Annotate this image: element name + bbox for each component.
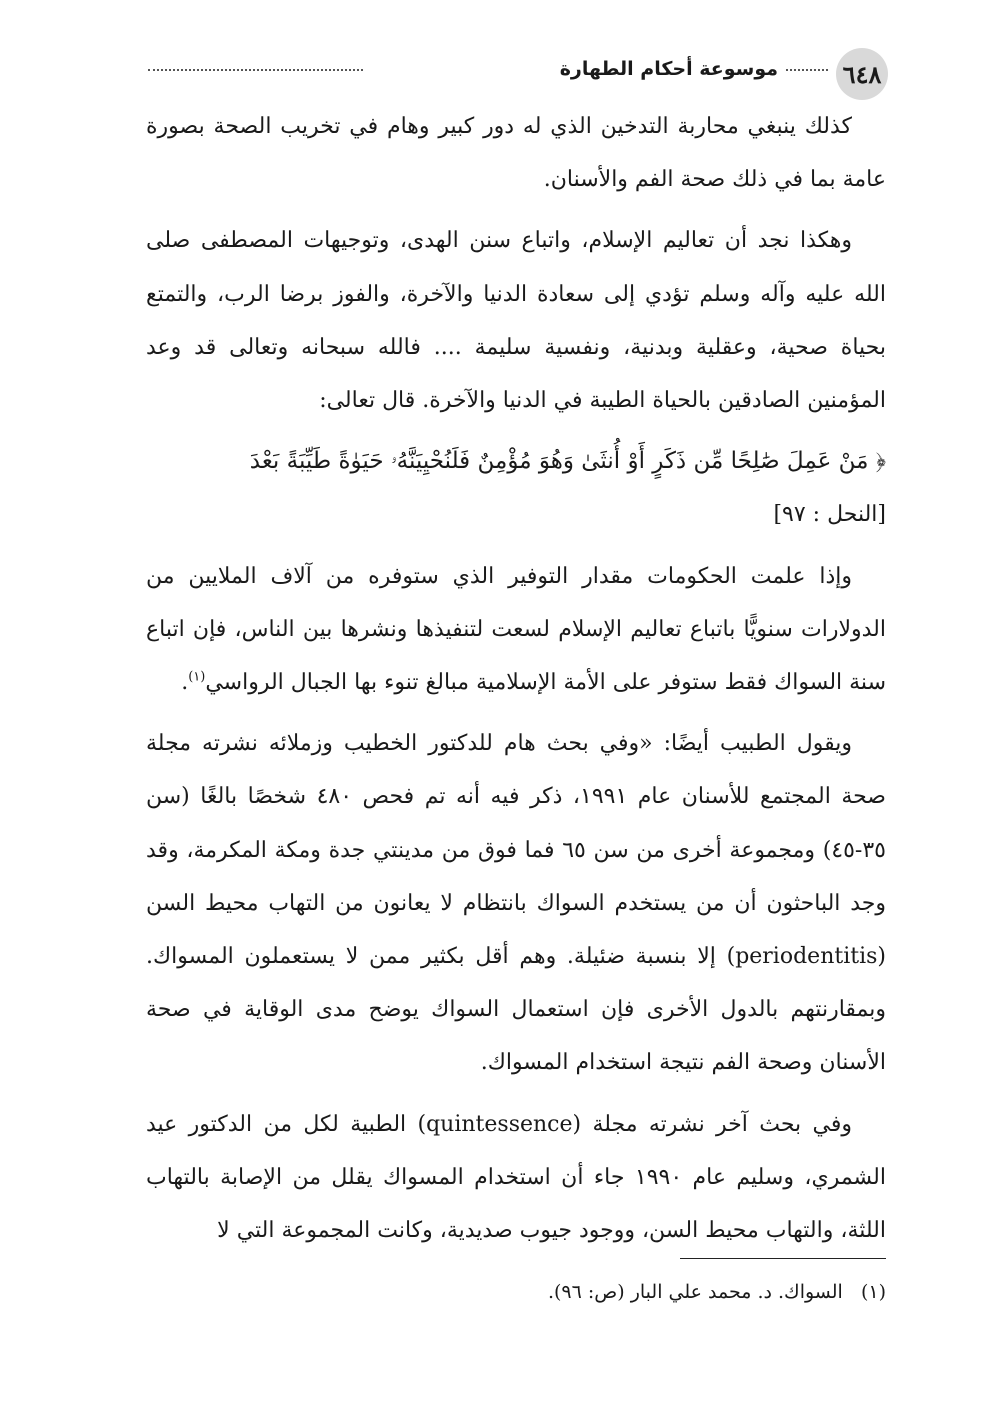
paragraph-5-text: وفي بحث آخر نشرته مجلة — [592, 1111, 852, 1137]
paragraph-1: كذلك ينبغي محاربة التدخين الذي له دور كبير وهام في تخريب الصحة بصورة عامة بما في ذلك صحة الفم والأسنان. — [146, 114, 886, 193]
paragraph-5 — [146, 1098, 886, 1258]
quran-reference: [النحل : ٩٧] — [773, 502, 886, 528]
paragraph-4-latin-term: (periodentitis) — [726, 944, 886, 970]
footnote-mark: (١) — [860, 1281, 886, 1303]
footnote-marker: (١) — [188, 669, 206, 685]
paragraph-4-end: إلا بنسبة ضئيلة. وهم أقل بكثير ممن لا يستعملون المسواك. وبمقارنتهم بالدول الأخرى فإن استعمال السواك يوضح مدى الوقاية في صحة الأسنان وصحة الفم نتيجة استخدام المسواك. — [146, 944, 886, 1076]
footnote-separator — [680, 1258, 886, 1259]
footnote-text: السواك. د. محمد علي البار (ص: ٩٦). — [547, 1281, 843, 1303]
header-dotted-line-right — [786, 69, 828, 71]
paragraph-3 — [146, 550, 886, 710]
paragraph-4 — [146, 717, 886, 1089]
quran-verse: ﴿ مَنْ عَمِلَ صَٰلِحًا مِّن ذَكَرٍ أَوْ أُنثَىٰ وَهُوَ مُؤْمِنٌ فَلَنُحْيِيَنَّهُۥ حَيَوٰةً طَيِّبَةً بَعْدَ — [249, 448, 886, 475]
paragraph-5-end: الطبية لكل من الدكتور عيد الشمري، وسليم عام ١٩٩٠ جاء أن استخدام المسواك يقلل من الإصابة بالتهاب اللثة، والتهاب محيط السن، ووجود جيوب صديدية، وكانت المجموعة التي لا — [146, 1111, 886, 1244]
header-dotted-line-left — [148, 69, 363, 71]
page-body — [146, 100, 886, 1265]
footnote — [146, 1276, 886, 1308]
paragraph-3-text: وإذا علمت الحكومات مقدار التوفير الذي ستوفره من آلاف الملايين من الدولارات سنويًّا باتباع تعاليم الإسلام لسعت لتنفيذها ونشرها بين الناس، فإن اتباع سنة السواك فقط ستوفر على الأمة الإسلامية مبالغ تنوء بها الجبال الرواسي — [146, 563, 886, 696]
paragraph-5-latin-term: (quintessence) — [417, 1111, 582, 1137]
page-header — [148, 48, 888, 98]
paragraph-3-end: . — [181, 670, 189, 696]
paragraph-4-text: ويقول الطبيب أيضًا: «وفي بحث هام للدكتور الخطيب وزملائه نشرته مجلة صحة المجتمع للأسنان عام ١٩٩١، ذكر فيه أنه تم فحص ٤٨٠ شخصًا بالغًا (سن ٣٥-٤٥) ومجموعة أخرى من سن ٦٥ فما فوق من مدينتي جدة ومكة المكرمة، وقد وجد الباحثون أن من يستخدم السواك بانتظام لا يعانون من التهاب محيط السن — [146, 731, 886, 916]
paragraph-2: وهكذا نجد أن تعاليم الإسلام، واتباع سنن الهدى، وتوجيهات المصطفى صلى الله عليه وآله وسلم تؤدي إلى سعادة الدنيا والآخرة، والفوز برضا الرب، والتمتع بحياة صحية، وعقلية وبدنية، ونفسية سليمة .... فالله سبحانه وتعالى قد وعد المؤمنين الصادقين بالحياة الطيبة في الدنيا والآخرة. قال تعالى: — [146, 228, 886, 414]
book-title: موسوعة أحكام الطهارة — [559, 58, 778, 80]
page-number: ٦٤٨ — [836, 48, 888, 100]
